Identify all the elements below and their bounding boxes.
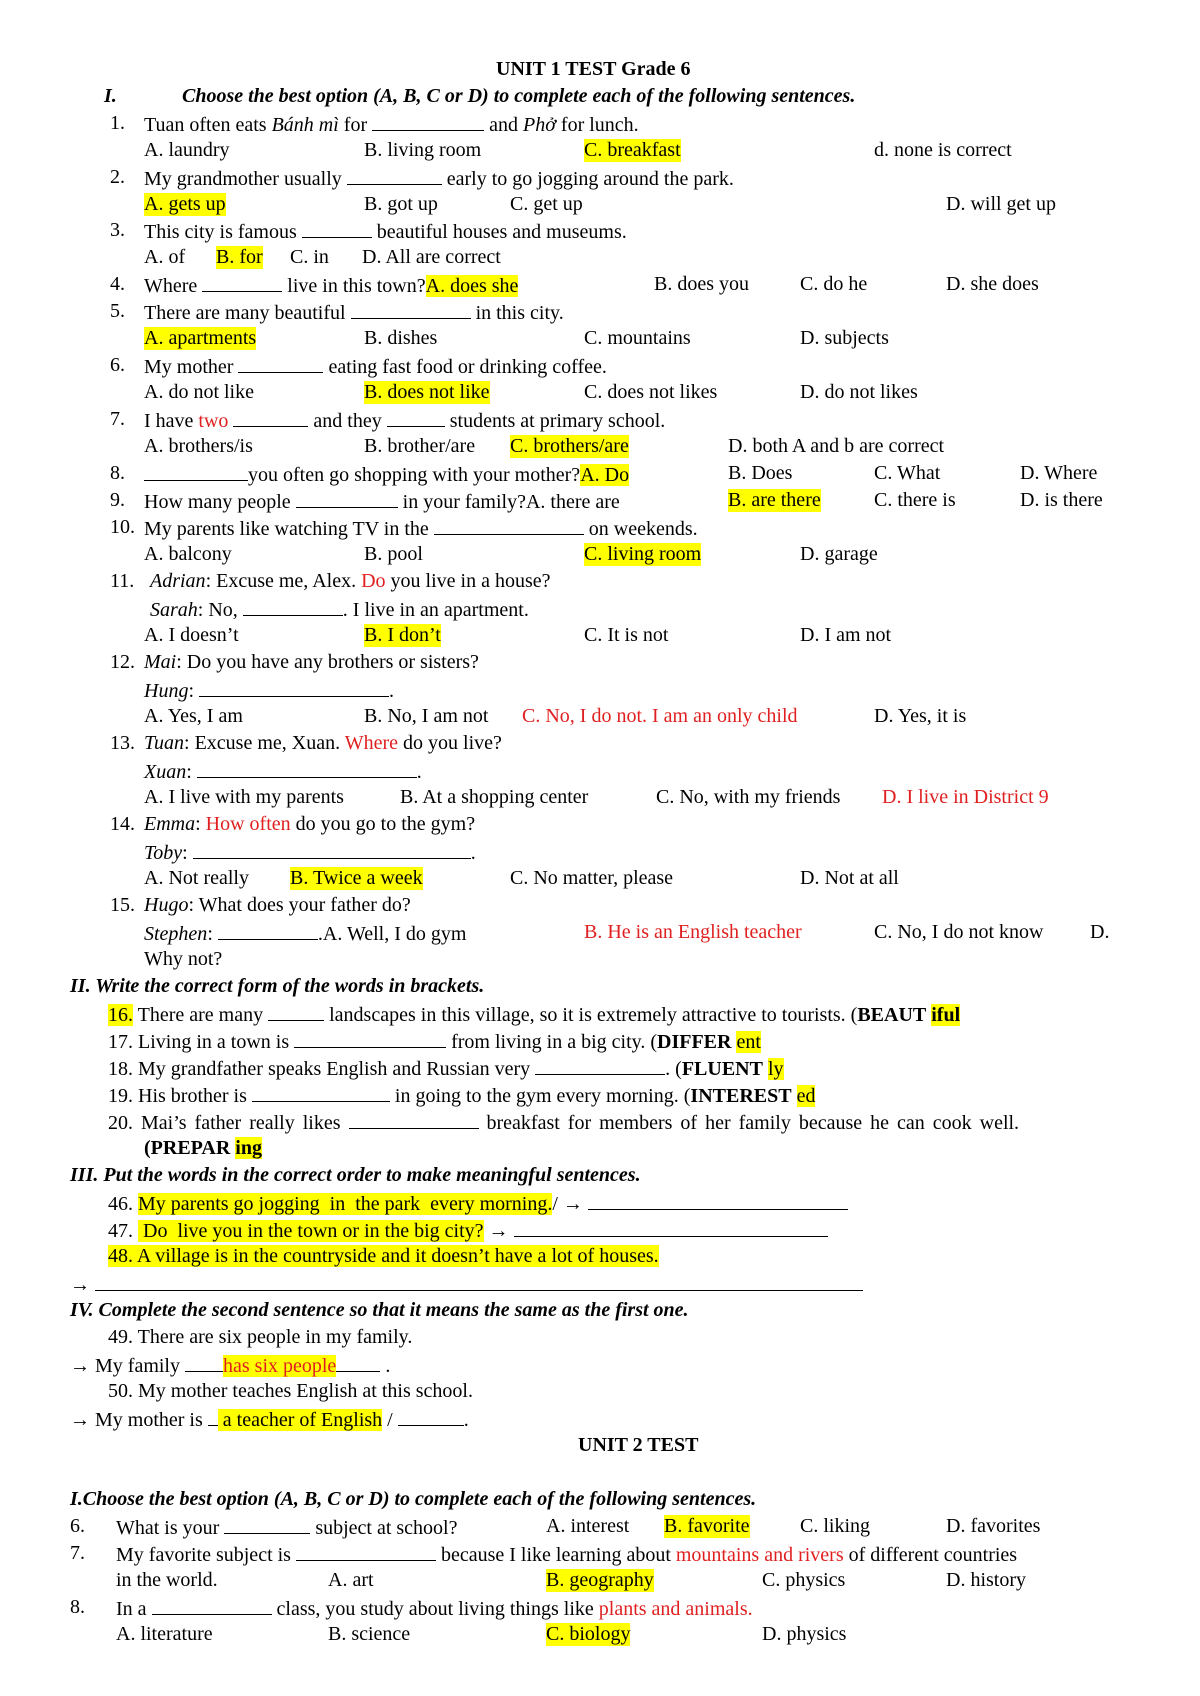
q9-number: 9. xyxy=(110,489,125,511)
q19-line: 19. His brother is in going to the gym every morning. (INTEREST ed xyxy=(108,1085,816,1107)
q7-number: 7. xyxy=(110,408,125,430)
q13-blank xyxy=(197,759,417,778)
q3-option-b-answer: B. for xyxy=(216,246,263,268)
q9-option-a: A. there are xyxy=(525,491,620,513)
u2-q6-option-b-answer: B. favorite xyxy=(664,1515,750,1537)
q6-option-d: D. do not likes xyxy=(800,381,918,403)
q6-option-b-answer: B. does not like xyxy=(364,381,490,403)
q12-option-a: A. Yes, I am xyxy=(144,705,243,727)
unit2-section1-heading: I.Choose the best option (A, B, C or D) to complete each of the following sentences. xyxy=(70,1488,757,1510)
q11-line1: Adrian: Excuse me, Alex. Do you live in a house? xyxy=(150,570,551,592)
q7-option-d: D. both A and b are correct xyxy=(728,435,945,457)
q1-stem: Tuan often eats Bánh mì for and Phở for lunch. xyxy=(144,114,639,136)
q9-option-d: D. is there xyxy=(1020,489,1103,511)
q16-line: 16. There are many landscapes in this village, so it is extremely attractive to tourists. (BEAUT iful xyxy=(108,1004,961,1026)
q5-option-b: B. dishes xyxy=(364,327,438,349)
q4-option-b: B. does you xyxy=(654,273,749,295)
unit1-title: UNIT 1 TEST Grade 6 xyxy=(496,58,691,80)
q13-option-b: B. At a shopping center xyxy=(400,786,589,808)
u2-q8-option-b: B. science xyxy=(328,1623,411,1645)
u2-q6-option-a: A. interest xyxy=(546,1515,630,1537)
q12-number: 12. xyxy=(110,651,135,673)
u2-q7-option-c: C. physics xyxy=(762,1569,846,1591)
q7-blank-1 xyxy=(233,408,308,427)
q5-option-d: D. subjects xyxy=(800,327,889,349)
q20-line: 20. Mai’s father really likes breakfast for members of her family because he can cook well. xyxy=(108,1112,1020,1134)
q48-answer-line: → xyxy=(70,1272,863,1297)
unit2-title: UNIT 2 TEST xyxy=(578,1434,699,1456)
u2-q7-option-a: A. art xyxy=(328,1569,374,1591)
q17-blank xyxy=(294,1029,446,1048)
q20-line2: (PREPAR ing xyxy=(144,1137,262,1159)
q6-option-a: A. do not like xyxy=(144,381,254,403)
u2-q7-option-b-answer: B. geography xyxy=(546,1569,654,1591)
q19-blank xyxy=(252,1083,390,1102)
q1-number: 1. xyxy=(110,112,125,134)
u2-q8-option-c-answer: C. biology xyxy=(546,1623,631,1645)
q4-stem: Where live in this town?A. does she xyxy=(144,275,519,297)
q4-option-a-answer: A. does she xyxy=(425,275,519,297)
q6-number: 6. xyxy=(110,354,125,376)
q12-option-b: B. No, I am not xyxy=(364,705,489,727)
q18-blank xyxy=(535,1056,665,1075)
q2-option-c: C. get up xyxy=(510,193,583,215)
q11-line2: Sarah: No, . I live in an apartment. xyxy=(150,599,529,621)
q5-option-c: C. mountains xyxy=(584,327,691,349)
q2-stem: My grandmother usually early to go jogging around the park. xyxy=(144,168,734,190)
q13-option-d-answer: D. I live in District 9 xyxy=(882,786,1049,808)
q49-rewrite: → My family has six people . xyxy=(70,1355,391,1377)
q2-option-b: B. got up xyxy=(364,193,438,215)
q2-number: 2. xyxy=(110,166,125,188)
q7-blank-2 xyxy=(387,408,445,427)
q11-blank xyxy=(243,597,343,616)
q16-answer: iful xyxy=(931,1004,961,1026)
q50-answer: a teacher of English xyxy=(217,1409,383,1431)
unit1-section2-heading: II. Write the correct form of the words in brackets. xyxy=(70,975,485,997)
unit1-section3-heading: III. Put the words in the correct order to make meaningful sentences. xyxy=(70,1164,641,1186)
q47-answer: Do live you in the town or in the big city? xyxy=(138,1220,484,1242)
q7-option-a: A. brothers/is xyxy=(144,435,253,457)
q2-option-d: D. will get up xyxy=(946,193,1056,215)
u2-q8-stem: In a class, you study about living things like plants and animals. xyxy=(116,1598,753,1620)
q12-blank xyxy=(199,678,389,697)
q13-option-c: C. No, with my friends xyxy=(656,786,841,808)
unit1-section1-heading: Choose the best option (A, B, C or D) to complete each of the following sentences. xyxy=(182,85,856,107)
q10-option-b: B. pool xyxy=(364,543,423,565)
unit1-section1-number: I. xyxy=(104,85,117,107)
q4-option-d: D. she does xyxy=(946,273,1039,295)
q11-option-b-answer: B. I don’t xyxy=(364,624,441,646)
q1-option-a: A. laundry xyxy=(144,139,230,161)
q3-blank xyxy=(302,219,372,238)
q3-option-c: C. in xyxy=(290,246,329,268)
q20-answer: ing xyxy=(235,1137,262,1159)
q9-option-b-answer: B. are there xyxy=(728,489,821,511)
q47-blank xyxy=(514,1218,828,1237)
q8-number: 8. xyxy=(110,462,125,484)
u2-q7-number: 7. xyxy=(70,1542,85,1564)
q5-blank xyxy=(351,300,471,319)
u2-q6-option-d: D. favorites xyxy=(946,1515,1041,1537)
q7-option-c-answer: C. brothers/are xyxy=(510,435,629,457)
u2-q7-stem: My favorite subject is because I like learning about mountains and rivers of different countries xyxy=(116,1544,1018,1566)
q11-option-c: C. It is not xyxy=(584,624,669,646)
q17-line: 17. Living in a town is from living in a big city. (DIFFER ent xyxy=(108,1031,761,1053)
q15-blank xyxy=(218,921,318,940)
q46-blank xyxy=(588,1191,848,1210)
q1-blank xyxy=(372,112,484,131)
u2-q6-stem: What is your subject at school? xyxy=(116,1517,458,1539)
q10-number: 10. xyxy=(110,516,135,538)
q13-option-a: A. I live with my parents xyxy=(144,786,344,808)
q9-blank xyxy=(296,489,398,508)
q11-option-a: A. I doesn’t xyxy=(144,624,239,646)
q10-option-c-answer: C. living room xyxy=(584,543,702,565)
q48-line xyxy=(108,1245,659,1268)
q47-line: 47. Do live you in the town or in the big city? → xyxy=(108,1218,828,1243)
q46-line: 46. My parents go jogging in the park every morning./ → xyxy=(108,1191,848,1216)
q9-option-c: C. there is xyxy=(874,489,956,511)
q11-number: 11. xyxy=(110,570,135,592)
q4-blank xyxy=(202,273,282,292)
q3-stem: This city is famous beautiful houses and museums. xyxy=(144,221,627,243)
q15-option-b-answer: B. He is an English teacher xyxy=(584,921,802,943)
q2-option-a-answer: A. gets up xyxy=(144,193,226,215)
q46-answer: My parents go jogging in the park every morning. xyxy=(138,1193,553,1215)
u2-q8-option-a: A. literature xyxy=(116,1623,213,1645)
q9-stem: How many people in your family?A. there are xyxy=(144,491,620,513)
q6-stem: My mother eating fast food or drinking coffee. xyxy=(144,356,607,378)
q8-stem: you often go shopping with your mother?A. Do xyxy=(144,462,629,487)
q1-option-c-answer: C. breakfast xyxy=(584,139,681,161)
q4-option-c: C. do he xyxy=(800,273,868,295)
q48-answer: 48. A village is in the countryside and it doesn’t have a lot of houses. xyxy=(108,1245,659,1267)
q1-option-b: B. living room xyxy=(364,139,482,161)
u2-q8-number: 8. xyxy=(70,1596,85,1618)
q14-line1: Emma: How often do you go to the gym? xyxy=(144,813,476,835)
q16-blank xyxy=(268,1002,324,1021)
q15-option-c: C. No, I do not know xyxy=(874,921,1044,943)
q3-number: 3. xyxy=(110,219,125,241)
u2-q6-option-c: C. liking xyxy=(800,1515,871,1537)
u2-q7-blank xyxy=(296,1542,436,1561)
q13-line2: Xuan: . xyxy=(144,761,422,783)
q5-option-a-answer: A. apartments xyxy=(144,327,257,349)
q18-answer: ly xyxy=(767,1058,784,1080)
q13-number: 13. xyxy=(110,732,135,754)
q3-option-a: A. of xyxy=(144,246,186,268)
q49-line: 49. There are six people in my family. xyxy=(108,1326,413,1348)
q48-blank xyxy=(95,1272,863,1291)
q10-option-a: A. balcony xyxy=(144,543,232,565)
q8-blank xyxy=(144,462,248,481)
q14-option-b-answer: B. Twice a week xyxy=(290,867,423,889)
q14-blank xyxy=(193,840,471,859)
q12-option-c-answer: C. No, I do not. I am an only child xyxy=(522,705,798,727)
q17-answer: ent xyxy=(736,1031,761,1053)
q6-option-c: C. does not likes xyxy=(584,381,718,403)
q15-line2: Stephen: .A. Well, I do gym xyxy=(144,923,467,945)
q8-option-b: B. Does xyxy=(728,462,793,484)
q4-number: 4. xyxy=(110,273,125,295)
q14-option-c: C. No matter, please xyxy=(510,867,674,889)
q50-rewrite: → My mother is a teacher of English / . xyxy=(70,1409,469,1431)
q8-option-d: D. Where xyxy=(1020,462,1098,484)
q15-option-d-cont: Why not? xyxy=(144,948,223,970)
u2-q8-option-d: D. physics xyxy=(762,1623,847,1645)
q6-blank xyxy=(238,354,323,373)
q5-stem: There are many beautiful in this city. xyxy=(144,302,564,324)
unit1-section4-heading: IV. Complete the second sentence so that it means the same as the first one. xyxy=(70,1299,689,1321)
q14-option-d: D. Not at all xyxy=(800,867,899,889)
q49-answer: has six people xyxy=(223,1355,337,1377)
q11-option-d: D. I am not xyxy=(800,624,892,646)
q15-number: 15. xyxy=(110,894,135,916)
q1-option-d: d. none is correct xyxy=(874,139,1012,161)
q14-number: 14. xyxy=(110,813,135,835)
u2-q6-number: 6. xyxy=(70,1515,85,1537)
q12-line1: Mai: Do you have any brothers or sisters? xyxy=(144,651,479,673)
q10-stem: My parents like watching TV in the on weekends. xyxy=(144,518,698,540)
u2-q8-blank xyxy=(152,1596,272,1615)
q8-option-a-answer: A. Do xyxy=(580,464,630,486)
q15-option-a: A. Well, I do gym xyxy=(322,923,467,945)
u2-q7-option-d: D. history xyxy=(946,1569,1026,1591)
q19-answer: ed xyxy=(796,1085,816,1107)
q5-number: 5. xyxy=(110,300,125,322)
q2-blank xyxy=(347,166,442,185)
q50-line: 50. My mother teaches English at this school. xyxy=(108,1380,473,1402)
q10-option-d: D. garage xyxy=(800,543,878,565)
q14-line2: Toby: . xyxy=(144,842,476,864)
q10-blank xyxy=(434,516,584,535)
q7-option-b: B. brother/are xyxy=(364,435,476,457)
q12-line2: Hung: . xyxy=(144,680,395,702)
u2-q6-blank xyxy=(224,1515,310,1534)
q3-option-d: D. All are correct xyxy=(362,246,501,268)
q13-line1: Tuan: Excuse me, Xuan. Where do you live? xyxy=(144,732,502,754)
q18-line: 18. My grandfather speaks English and Russian very . (FLUENT ly xyxy=(108,1058,784,1080)
q7-stem: I have two and they students at primary school. xyxy=(144,410,666,432)
q15-option-d: D. xyxy=(1090,921,1110,943)
q20-blank xyxy=(349,1110,479,1129)
q14-option-a: A. Not really xyxy=(144,867,249,889)
q15-line1: Hugo: What does your father do? xyxy=(144,894,411,916)
u2-q7-stem-cont: in the world. xyxy=(116,1569,218,1591)
q12-option-d: D. Yes, it is xyxy=(874,705,967,727)
q8-option-c: C. What xyxy=(874,462,941,484)
